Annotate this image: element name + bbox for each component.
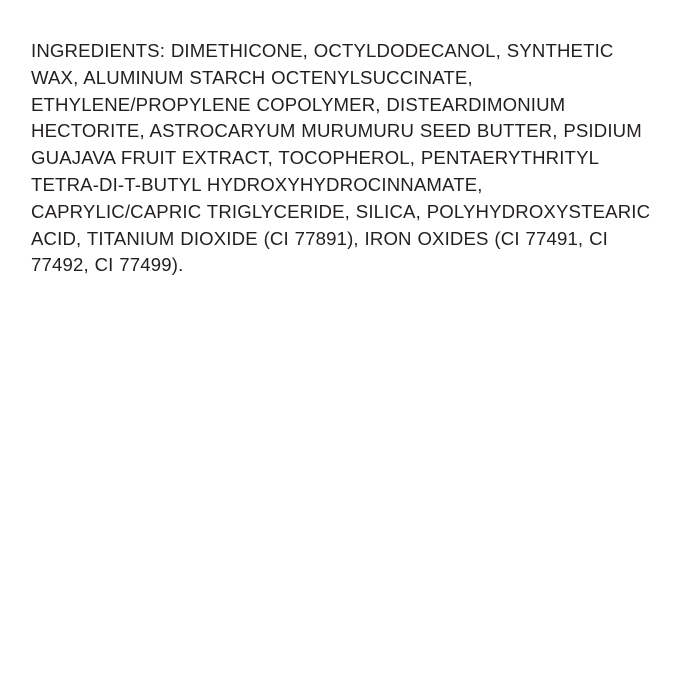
ingredients-block [31,38,653,279]
ingredients-list-text: INGREDIENTS: DIMETHICONE, OCTYLDODECANOL, SYNTHETIC WAX, ALUMINUM STARCH OCTENYLSUCCINATE, ETHYLENE/PROPYLENE COPOLYMER, DISTEARDIMONIUM HECTORITE, ASTROCARYUM MURUMURU SEED BUTTER, PSIDIUM GUAJAVA FRUIT EXTRACT, TOCOPHEROL, PENTAERYTHRITYL TETRA-DI-T-BUTYL HYDROXYHYDROCINNAMATE, CAPRYLIC/CAPRIC TRIGLYCERIDE, SILICA, POLYHYDROXYSTEARIC ACID, TITANIUM DIOXIDE (CI 77891), IRON OXIDES (CI 77491, CI 77492, CI 77499). [31,40,655,276]
